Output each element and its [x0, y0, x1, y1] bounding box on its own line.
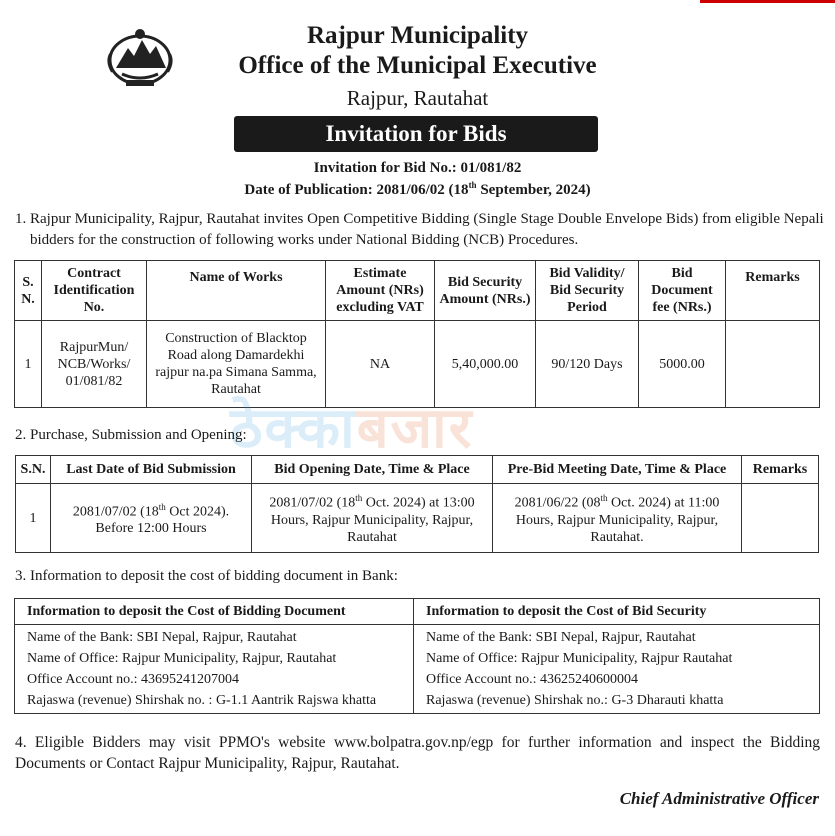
bank-security-line: Rajaswa (revenue) Shirshak no.: G-3 Dharauti khatta	[426, 693, 724, 708]
cell-remarks	[726, 321, 820, 408]
bid-number: 01/081/82	[460, 160, 522, 176]
org-title: Rajpur Municipality	[306, 22, 529, 49]
table-row	[15, 625, 820, 714]
bank-security-line: Name of the Bank: SBI Nepal, Rajpur, Rautahat	[426, 630, 696, 645]
col-remarks: Remarks	[726, 261, 820, 321]
opening-details: Oct. 2024) at 13:00 Hours, Rajpur Municipality, Rajpur, Rautahat	[270, 495, 475, 545]
section2-title: 2. Purchase, Submission and Opening:	[15, 427, 247, 443]
bank-security-details	[414, 625, 820, 714]
col-remarks: Remarks	[742, 456, 819, 484]
cell-doc-fee: 5000.00	[639, 321, 726, 408]
publication-date-line	[0, 180, 835, 199]
bank-info-table	[14, 598, 820, 714]
col-doc-fee: Bid Document fee (NRs.)	[639, 261, 726, 321]
bank-security-line: Office Account no.: 43625240600004	[426, 672, 639, 687]
watermark-part1: ठेक्का	[230, 396, 357, 461]
publication-date: 2081/06/02 (18	[376, 182, 469, 198]
schedule-table	[15, 455, 819, 553]
bank-doc-line: Office Account no.: 43695241207004	[27, 672, 240, 687]
opening-sup: th	[355, 493, 363, 504]
prebid-details: Oct. 2024) at 11:00 Hours, Rajpur Municipality, Rajpur, Rautahat.	[515, 495, 720, 545]
cell-bid-security: 5,40,000.00	[435, 321, 536, 408]
bank-doc-line: Name of the Bank: SBI Nepal, Rajpur, Rautahat	[27, 630, 297, 645]
bank-security-line: Name of Office: Rajpur Municipality, Rajpur Rautahat	[426, 651, 733, 666]
section3-title: 3. Information to deposit the cost of bidding document in Bank:	[15, 568, 398, 584]
col-opening: Bid Opening Date, Time & Place	[252, 456, 493, 484]
cell-work-name: Construction of Blacktop Road along Damardekhi rajpur na.pa Simana Samma, Rautahat	[147, 321, 326, 408]
bid-number-label: Invitation for Bid No.:	[313, 160, 457, 176]
submission-date: 2081/07/02 (18	[72, 504, 159, 520]
publication-date-sup: th	[468, 180, 477, 190]
bank-security-heading: Information to deposit the Cost of Bid Security	[414, 599, 820, 625]
submission-time: Before 12:00 Hours	[95, 521, 207, 537]
works-table	[14, 260, 820, 408]
cell-estimate: NA	[326, 321, 435, 408]
office-location: Rajpur, Rautahat	[346, 86, 489, 110]
cell-remarks	[742, 484, 819, 553]
col-prebid: Pre-Bid Meeting Date, Time & Place	[493, 456, 742, 484]
cell-sn: 1	[15, 321, 42, 408]
col-validity: Bid Validity/ Bid Security Period	[536, 261, 639, 321]
top-accent-bar	[700, 0, 835, 3]
submission-date-rest: Oct 2024).	[165, 504, 230, 520]
office-title: Office of the Municipal Executive	[238, 52, 597, 79]
col-contract: Contract Identification No.	[42, 261, 147, 321]
bank-doc-line: Rajaswa (revenue) Shirshak no. : G-1.1 Aantrik Rajswa khatta	[27, 693, 377, 708]
submission-sup: th	[158, 501, 166, 512]
col-sn: S.N.	[16, 456, 51, 484]
prebid-sup: th	[600, 493, 608, 504]
col-bid-security: Bid Security Amount (NRs.)	[435, 261, 536, 321]
publication-date-rest: September, 2024)	[476, 182, 591, 198]
cell-opening	[252, 484, 493, 553]
col-submission: Last Date of Bid Submission	[51, 456, 252, 484]
bid-number-line	[0, 160, 835, 177]
bank-doc-line: Name of Office: Rajpur Municipality, Rajpur, Rautahat	[27, 651, 337, 666]
schedule-table-header	[16, 456, 819, 484]
table-row	[16, 484, 819, 553]
cell-contract: RajpurMun/ NCB/Works/ 01/081/82	[42, 321, 147, 408]
bank-info-header	[15, 599, 820, 625]
cell-submission	[51, 484, 252, 553]
section4-text: 4. Eligible Bidders may visit PPMO's website www.bolpatra.gov.np/egp for further information and inspect the Bidding Documents or Contact Rajpur Municipality, Rajpur, Rautahat.	[15, 734, 820, 772]
works-table-header	[15, 261, 820, 321]
col-work-name: Name of Works	[147, 261, 326, 321]
col-sn: S. N.	[15, 261, 42, 321]
cell-validity: 90/120 Days	[536, 321, 639, 408]
cell-sn: 1	[16, 484, 51, 553]
invitation-banner: Invitation for Bids	[234, 116, 598, 152]
signature-title: Chief Administrative Officer	[619, 789, 819, 808]
col-estimate: Estimate Amount (NRs) excluding VAT	[326, 261, 435, 321]
bank-doc-heading: Information to deposit the Cost of Bidding Document	[15, 599, 414, 625]
section1-text: 1. Rajpur Municipality, Rajpur, Rautahat invites Open Competitive Bidding (Single Stage Double Envelope Bids) from eligible Nepali bidders for the construction of following works under National Bidding (NCB) Procedures.	[15, 211, 824, 248]
prebid-date: 2081/06/22 (08	[514, 495, 601, 511]
cell-prebid	[493, 484, 742, 553]
publication-date-label: Date of Publication:	[244, 182, 373, 198]
opening-date: 2081/07/02 (18	[269, 495, 356, 511]
watermark	[230, 388, 474, 464]
watermark-part2: बजार	[356, 396, 474, 461]
bank-doc-details	[15, 625, 414, 714]
